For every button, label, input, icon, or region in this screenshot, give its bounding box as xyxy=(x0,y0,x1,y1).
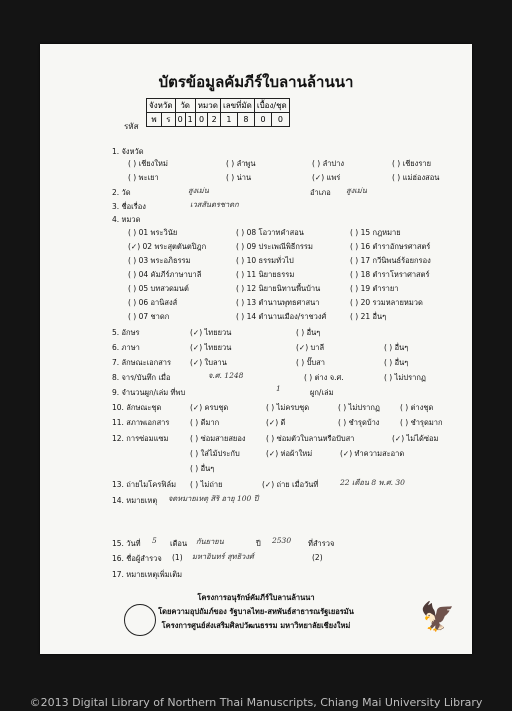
field-doctype-label: 7. ลักษณะเอกสาร xyxy=(112,358,172,367)
cat-08: ( ) 08 โอวาทคำสอน xyxy=(236,228,304,237)
script-thaiyuan: (✓) ไทยยวน xyxy=(190,328,232,337)
field-set-label: 10. ลักษณะชุด xyxy=(112,403,162,412)
cat-07: ( ) 07 ชาดก xyxy=(128,312,170,321)
count-suffix: ผูก/เล่ม xyxy=(310,388,334,397)
field-note-label: 14. หมายเหตุ xyxy=(112,496,158,505)
cat-09: ( ) 09 ประเพณีพิธีกรรม xyxy=(236,242,313,251)
cat-11: ( ) 11 นิยายธรรม xyxy=(236,270,295,279)
code-label: รหัส xyxy=(124,122,139,131)
district-label: อำเภอ xyxy=(310,188,331,197)
cat-20: ( ) 20 รวมหลายหมวด xyxy=(350,298,423,307)
header-set: เบื้อง/ชุด xyxy=(254,99,289,113)
field-inscribed-label: 8. จาร/บันทึก เมื่อ xyxy=(112,373,171,382)
set-complete: (✓) ครบชุด xyxy=(190,403,229,412)
header-category: หมวด xyxy=(195,99,220,113)
field-count-label: 9. จำนวนผูก/เล่ม ที่พบ xyxy=(112,388,186,397)
cat-05: ( ) 05 บทสวดมนต์ xyxy=(128,284,189,293)
inscribed-diff: ( ) ต่าง จ.ศ. xyxy=(304,373,344,382)
date-year: 2530 xyxy=(272,536,292,545)
inscribed-value: จ.ศ. 1248 xyxy=(208,371,244,380)
opt-chiangmai: ( ) เชียงใหม่ xyxy=(128,159,168,168)
lang-pali: (✓) บาลี xyxy=(296,343,325,352)
doc-other: ( ) อื่นๆ xyxy=(384,358,409,367)
set-unknown: ( ) ไม่ปรากฏ xyxy=(338,403,380,412)
code-cell: พ xyxy=(147,113,162,127)
field-date-label: 15. วันที่ xyxy=(112,539,141,548)
university-seal-icon xyxy=(124,604,156,636)
set-incomplete: ( ) ไม่ครบชุด xyxy=(266,403,310,412)
code-cell: 0 xyxy=(254,113,271,127)
cat-13: ( ) 13 ตำนานพุทธศาสนา xyxy=(236,298,320,307)
cat-01: ( ) 01 พระวินัย xyxy=(128,228,178,237)
repair-none: (✓) ไม่ได้ซ่อม xyxy=(392,434,439,443)
microfilm-date: 22 เดือน 8 พ.ศ. 30 xyxy=(340,478,405,487)
field-language-label: 6. ภาษา xyxy=(112,343,140,352)
opt-phayao: ( ) พะเยา xyxy=(128,173,159,182)
header-temple: วัด xyxy=(175,99,195,113)
header-province: จังหวัด xyxy=(147,99,176,113)
temple-value: สูงเม่น xyxy=(188,186,209,195)
field-province-label: 1. จังหวัด xyxy=(112,147,144,156)
cat-19: ( ) 19 ตำรายา xyxy=(350,284,399,293)
opt-lamphun: ( ) ลำพูน xyxy=(226,159,256,168)
opt-lampang: ( ) ลำปาง xyxy=(312,159,345,168)
field-category-label: 4. หมวด xyxy=(112,215,141,224)
field-repair-label: 12. การซ่อมแซม xyxy=(112,434,169,443)
copyright-notice: ©2013 Digital Library of Northern Thai Manuscripts, Chiang Mai University Library xyxy=(29,696,483,709)
opt-nan: ( ) น่าน xyxy=(226,173,252,182)
date-year-label: ปี xyxy=(256,539,261,548)
code-cell: 0 xyxy=(272,113,289,127)
count-value: 1 xyxy=(276,384,281,393)
survey-card xyxy=(40,44,472,654)
date-month: กันยายน xyxy=(196,537,224,546)
district-value: สูงเม่น xyxy=(346,186,367,195)
opt-maehongson: ( ) แม่ฮ่องสอน xyxy=(392,173,440,182)
repair-clean: (✓) ทำความสะอาด xyxy=(340,449,405,458)
surveyor-2: (2) xyxy=(312,553,323,562)
cat-02: (✓) 02 พระสุตตันตปิฎก xyxy=(128,242,207,251)
repair-boards: ( ) ใส่ไม้ประกับ xyxy=(190,449,240,458)
opt-phrae: (✓) แพร่ xyxy=(312,173,341,182)
opt-chiangrai: ( ) เชียงราย xyxy=(392,159,431,168)
surveyor-name: มหาอินทร์ สุทธิวงศ์ xyxy=(192,552,254,561)
code-cell: ร xyxy=(161,113,175,127)
footer-line-2: โดยความอุปถัมภ์ของ รัฐบาลไทย-สหพันธ์สาธารณรัฐเยอรมัน xyxy=(158,607,354,616)
note-value: จดหมายเหตุ สิริ อายุ 100 ปี xyxy=(168,494,259,503)
date-survey: ที่สำรวจ xyxy=(308,539,335,548)
header-bundle: เลขที่มัด xyxy=(220,99,254,113)
cond-good: (✓) ดี xyxy=(266,418,286,427)
set-different: ( ) ต่างชุด xyxy=(400,403,434,412)
cat-06: ( ) 06 อานิสงส์ xyxy=(128,298,178,307)
cat-17: ( ) 17 กวีนิพนธ์ร้อยกรอง xyxy=(350,256,431,265)
cat-21: ( ) 21 อื่นๆ xyxy=(350,312,387,321)
repair-string: ( ) ซ่อมสายสยอง xyxy=(190,434,246,443)
cat-16: ( ) 16 ตำราอักษรศาสตร์ xyxy=(350,242,431,251)
microfilm-yes: (✓) ถ่าย เมื่อวันที่ xyxy=(262,480,319,489)
field-title-label: 3. ชื่อเรื่อง xyxy=(112,202,146,211)
code-cell: 1 xyxy=(220,113,237,127)
repair-other: ( ) อื่นๆ xyxy=(190,464,215,473)
field-temple-label: 2. วัด xyxy=(112,188,131,197)
cat-14: ( ) 14 ตำนานเมือง/ราชวงศ์ xyxy=(236,312,327,321)
doc-saa: ( ) ปั๊บสา xyxy=(296,358,325,367)
code-cell: 2 xyxy=(208,113,221,127)
cat-03: ( ) 03 พระอภิธรรม xyxy=(128,256,191,265)
cat-04: ( ) 04 คัมภีร์ภาษาบาลี xyxy=(128,270,202,279)
doc-palmleaf: (✓) ใบลาน xyxy=(190,358,227,367)
field-additional-label: 17. หมายเหตุเพิ่มเติม xyxy=(112,570,183,579)
card-title: บัตรข้อมูลคัมภีร์ใบลานล้านนา xyxy=(158,73,354,91)
lang-thaiyuan: (✓) ไทยยวน xyxy=(190,343,232,352)
title-value: เวสสันดรชาดก xyxy=(190,200,239,209)
field-script-label: 5. อักษร xyxy=(112,328,140,337)
footer-line-1: โครงการอนุรักษ์คัมภีร์ใบลานล้านนา xyxy=(197,593,315,602)
field-microfilm-label: 13. ถ่ายไมโครฟิล์ม xyxy=(112,480,177,489)
code-cell: 0 xyxy=(195,113,208,127)
cat-12: ( ) 12 นิยายนิทานพื้นบ้าน xyxy=(236,284,321,293)
code-grid xyxy=(146,98,290,127)
repair-leaf: ( ) ซ่อมตัวใบลานหรือปับสา xyxy=(266,434,355,443)
surveyor-1: (1) xyxy=(172,553,183,562)
repair-newcloth: (✓) ห่อผ้าใหม่ xyxy=(266,449,313,458)
script-other: ( ) อื่นๆ xyxy=(296,328,321,337)
cat-18: ( ) 18 ตำราโหราศาสตร์ xyxy=(350,270,430,279)
lang-other: ( ) อื่นๆ xyxy=(384,343,409,352)
cat-10: ( ) 10 ธรรมทั่วไป xyxy=(236,256,294,265)
field-surveyor-label: 16. ชื่อผู้สำรวจ xyxy=(112,554,162,563)
field-condition-label: 11. สภาพเอกสาร xyxy=(112,418,170,427)
inscribed-unknown: ( ) ไม่ปรากฏ xyxy=(384,373,426,382)
date-day: 5 xyxy=(152,536,157,545)
date-month-label: เดือน xyxy=(170,539,188,548)
cond-heavydamage: ( ) ชำรุดมาก xyxy=(400,418,443,427)
german-eagle-icon: 🦅 xyxy=(420,600,455,633)
code-cell: 1 xyxy=(185,113,195,127)
microfilm-no: ( ) ไม่ถ่าย xyxy=(190,480,223,489)
footer-line-3: โครงการศูนย์ส่งเสริมศิลปวัฒนธรรม มหาวิทยาลัยเชียงใหม่ xyxy=(161,621,351,630)
cond-verygood: ( ) ดีมาก xyxy=(190,418,220,427)
cat-15: ( ) 15 กฎหมาย xyxy=(350,228,401,237)
code-cell: 8 xyxy=(237,113,254,127)
code-cell: 0 xyxy=(175,113,185,127)
cond-somedamage: ( ) ชำรุดบ้าง xyxy=(338,418,380,427)
